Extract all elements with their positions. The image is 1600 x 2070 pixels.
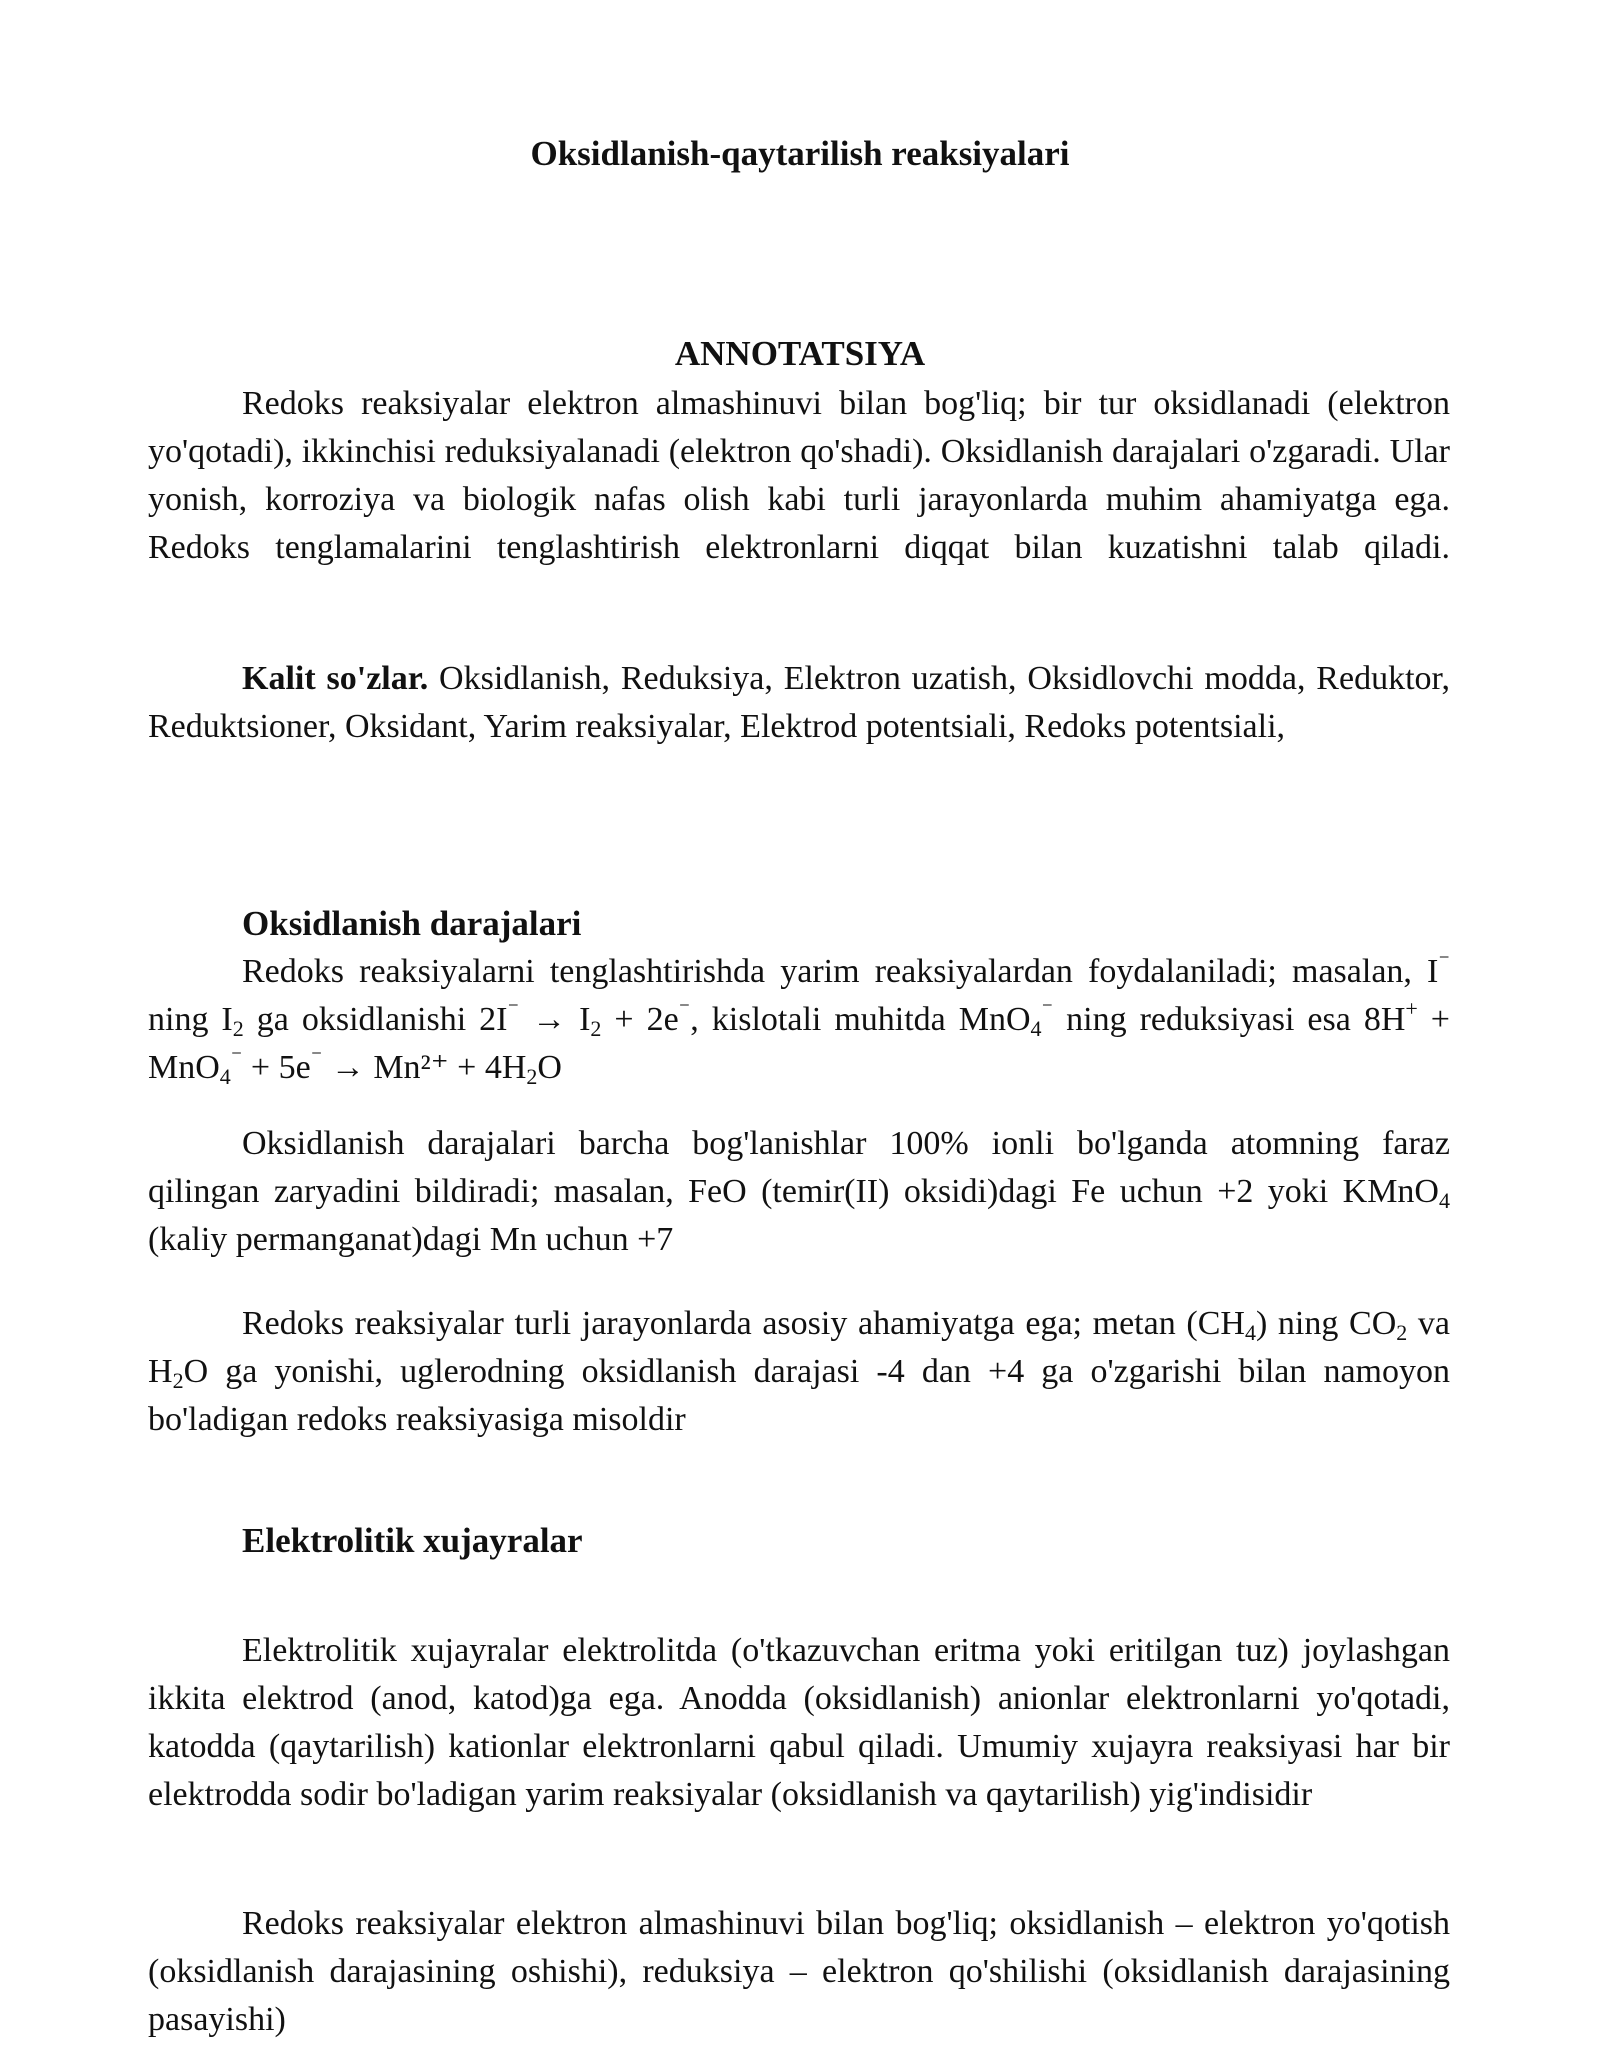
text-run: + MnO [148,1001,1450,1086]
superscript: ⁻ [310,1044,323,1069]
subscript: 4 [1439,1188,1450,1213]
superscript: ⁻ [507,996,520,1021]
superscript: + [1405,996,1418,1021]
text-run: , kislotali muhitda MnO [690,1001,1031,1038]
subscript: 2 [232,1016,244,1041]
superscript: ⁻ [230,1044,243,1069]
section-heading-electrolytic-cells: Elektrolitik xujayralar [242,1521,583,1560]
page-title: Oksidlanish-qaytarilish reaksiyalari [530,134,1070,173]
text-run: (kaliy permanganat)dagi Mn uchun +7 [148,1221,674,1258]
keywords-text: Oksidlanish, Reduksiya, Elektron uzatish, Oksidlovchi modda, Reduktor, Reduktsioner, Oksidant, Yarim reaksiyalar, Elektrod potentsiali, Redoks potentsiali, [148,660,1450,745]
subscript: 2 [590,1016,602,1041]
subscript: 4 [219,1064,231,1089]
subscript: 4 [1244,1320,1256,1345]
annotation-heading: ANNOTATSIYA [674,334,926,373]
subscript: 2 [172,1368,184,1393]
text-run: ning reduksiyasi esa 8H [1053,1001,1406,1038]
text-run: Redoks reaksiyalar turli jarayonlarda asosiy ahamiyatga ega; metan (CH [242,1305,1245,1342]
superscript: ⁻ [1438,948,1450,973]
annotation-text: Redoks reaksiyalar elektron almashinuvi bilan bog'liq; bir tur oksidlanadi (elektron yo'qotadi), ikkinchisi reduksiyalanadi (elektron qo'shadi). Oksidlanish darajalari o'zgaradi. Ular yonish, korroziya va biologik nafas olish kabi turli jarayonlarda muhim ahamiyatga ega. Redoks tenglamalarini tenglashtirish elektronlarni diqqat bilan kuzatishni talab qiladi. [148,385,1450,566]
section1-paragraph-2 [148,1120,1450,1264]
text-run: + 2e [601,1001,679,1038]
text-run: ga oksidlanishi 2I [243,1001,508,1038]
section2-paragraph-1: Elektrolitik xujayralar elektrolitda (o'tkazuvchan eritma yoki eritilgan tuz) joylashgan ikkita elektrod (anod, katod)ga ega. Anodda (oksidlanish) anionlar elektronlarni yo'qotadi, katodda (qaytarilish) kationlar elektronlarni qabul qiladi. Umumiy xujayra reaksiyasi har bir elektrodda sodir bo'ladigan yarim reaksiyalar (oksidlanish va qaytarilish) yig'indisidir [148,1632,1450,1813]
text-run: Oksidlanish darajalari barcha bog'lanishlar 100% ionli bo'lganda atomning faraz qilingan zaryadini bildiradi; masalan, FeO (temir(II) oksidi)dagi Fe uchun +2 yoki KMnO [148,1125,1450,1210]
text-run: → I [519,1001,591,1038]
text-run: va H [148,1305,1451,1390]
section-heading-oxidation-states: Oksidlanish darajalari [242,904,582,943]
section1-paragraph-1 [148,948,1450,1092]
text-run: ) ning CO [1255,1305,1397,1342]
text-run: O ga yonishi, uglerodning oksidlanish darajasi -4 dan +4 ga o'zgarishi bilan namoyon bo'ladigan redoks reaksiyasiga misoldir [148,1353,1450,1438]
subscript: 2 [526,1064,538,1089]
subscript: 4 [1030,1016,1042,1041]
text-run: → Mn²⁺ + 4H [322,1049,527,1086]
section1-paragraph-3 [148,1300,1450,1444]
subscript: 2 [1396,1320,1408,1345]
text-run: + 5e [242,1049,311,1086]
text-run: Redoks reaksiyalarni tenglashtirishda yarim reaksiyalardan foydalaniladi; masalan, I [242,953,1439,990]
superscript: ⁻ [678,996,691,1021]
keywords-paragraph [148,655,1450,751]
text-run: ning I [148,1001,233,1038]
superscript: ⁻ [1041,996,1054,1021]
keywords-label: Kalit so'zlar. [242,660,429,697]
text-run: O [537,1049,562,1086]
section2-paragraph-2: Redoks reaksiyalar elektron almashinuvi bilan bog'liq; oksidlanish – elektron yo'qotish (oksidlanish darajasining oshishi), reduksiya – elektron qo'shilishi (oksidlanish darajasining pasayishi) [148,1905,1450,2038]
